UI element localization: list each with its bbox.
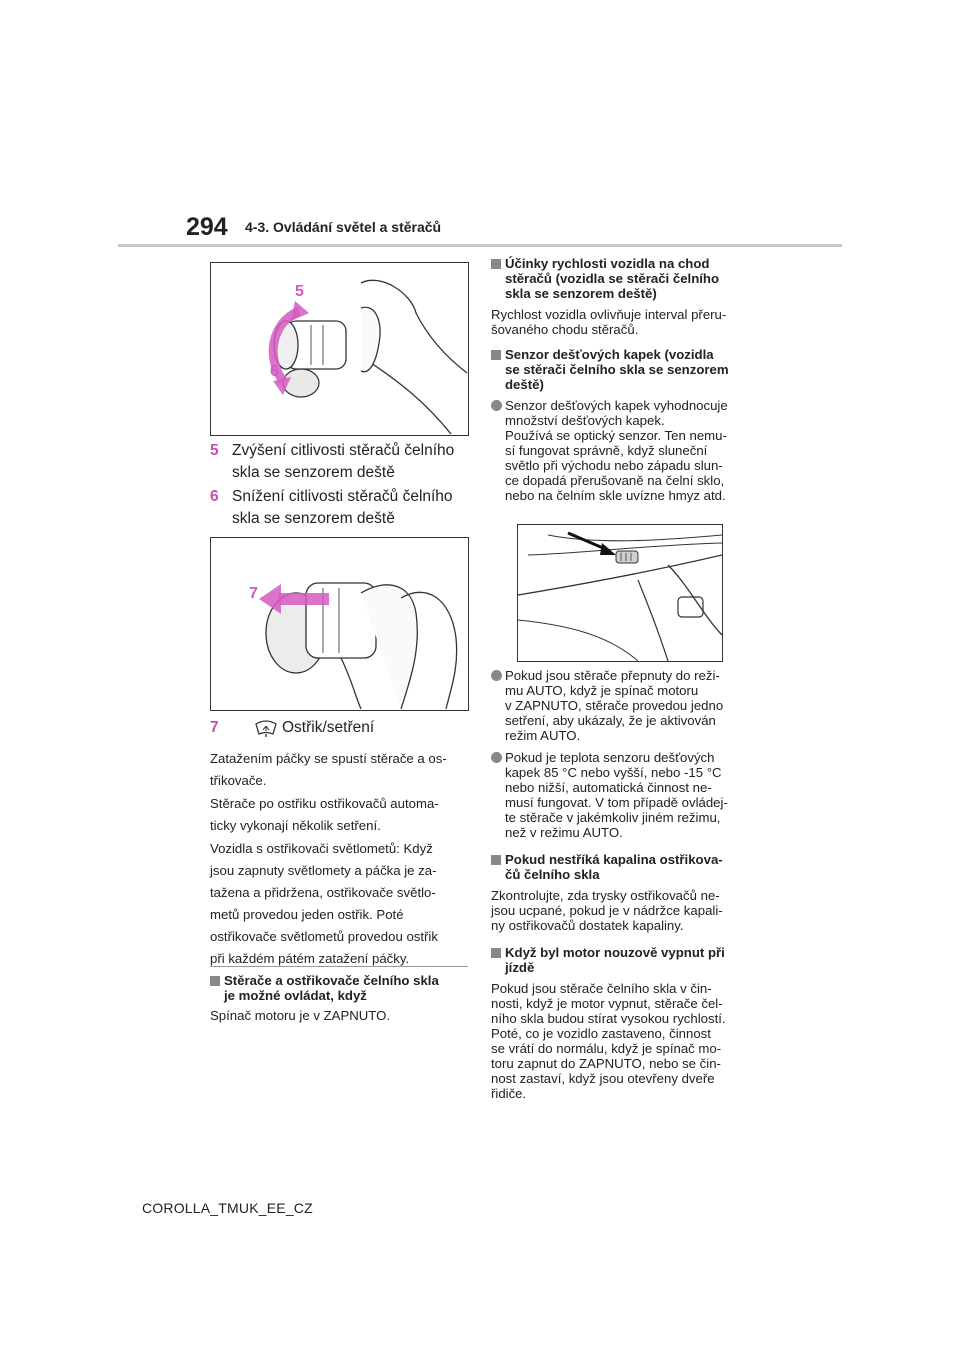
header-divider [118,244,842,247]
section-text: Spínač motoru je v ZAPNUTO. [210,1008,391,1023]
figure-label-6: 6 [270,363,279,380]
step-number: 5 [210,442,219,459]
paragraph-after-spray: Stěrače po ostřiku ostřikovačů automa- ticky vykonají několik setření. [210,796,439,833]
figure-label-7: 7 [249,585,258,602]
step-number: 6 [210,488,219,505]
step-7 [210,717,470,741]
figure-lever-pull [210,537,469,711]
round-bullet-icon [491,752,502,763]
square-bullet-icon [210,976,220,986]
section-text-speed: Rychlost vozidla ovlivňuje interval přeru- šovaného chodu stěračů. [491,307,727,337]
section-text-no-washer-fluid: Zkontrolujte, zda trysky ostřikovačů ne- jsou ucpané, pokud je v nádržce kapali- ny ostřikovačů dostatek kapaliny. [491,888,723,933]
section-divider [210,966,468,967]
square-bullet-icon [491,350,501,360]
document-footer: COROLLA_TMUK_EE_CZ [142,1200,313,1216]
page-number: 294 [186,213,228,241]
round-bullet-icon [491,670,502,681]
step-number: 7 [210,719,219,736]
step-text: Zvýšení citlivosti stěračů čelního skla se senzorem deště [232,442,455,481]
square-bullet-icon [491,948,501,958]
section-text-emergency-stop: Pokud jsou stěrače čelního skla v čin- nosti, když je motor vypnut, stěrače čel- ního skla budou stírat vysokou rychlostí. Poté, co je vozidlo zastaveno, činnost se vrátí do normálu, když je spínač mo- toru zapnut do ZAPNUTO, nebo se čin- nost zastaví, když jsou otevřeny dveře řidiče. [491,981,726,1101]
figure-lever-sensitivity [210,262,469,436]
section-title: 4-3. Ovládání světel a stěračů [245,219,442,235]
figure-rain-sensor [517,524,723,662]
square-bullet-icon [491,855,501,865]
round-bullet-icon [491,400,502,411]
paragraph-headlight-washers: Vozidla s ostřikovači světlometů: Když jsou zapnuty světlomety a páčka je za- tažena a přidržena, ostřikovače světlo- metů provedou jeden ostřik. Poté ostřikovače světlometů provedou ostřik při každém pátém zatažení páčky. [210,841,438,966]
step-text: Snížení citlivosti stěračů čelního skla se senzorem deště [232,488,453,527]
figure-label-5: 5 [295,283,304,300]
paragraph-lever-pull: Zatažením páčky se spustí stěrače a os- třikovače. [210,751,447,788]
square-bullet-icon [491,259,501,269]
step-text: Ostřik/setření [282,719,375,736]
windshield-washer-icon [254,718,278,745]
